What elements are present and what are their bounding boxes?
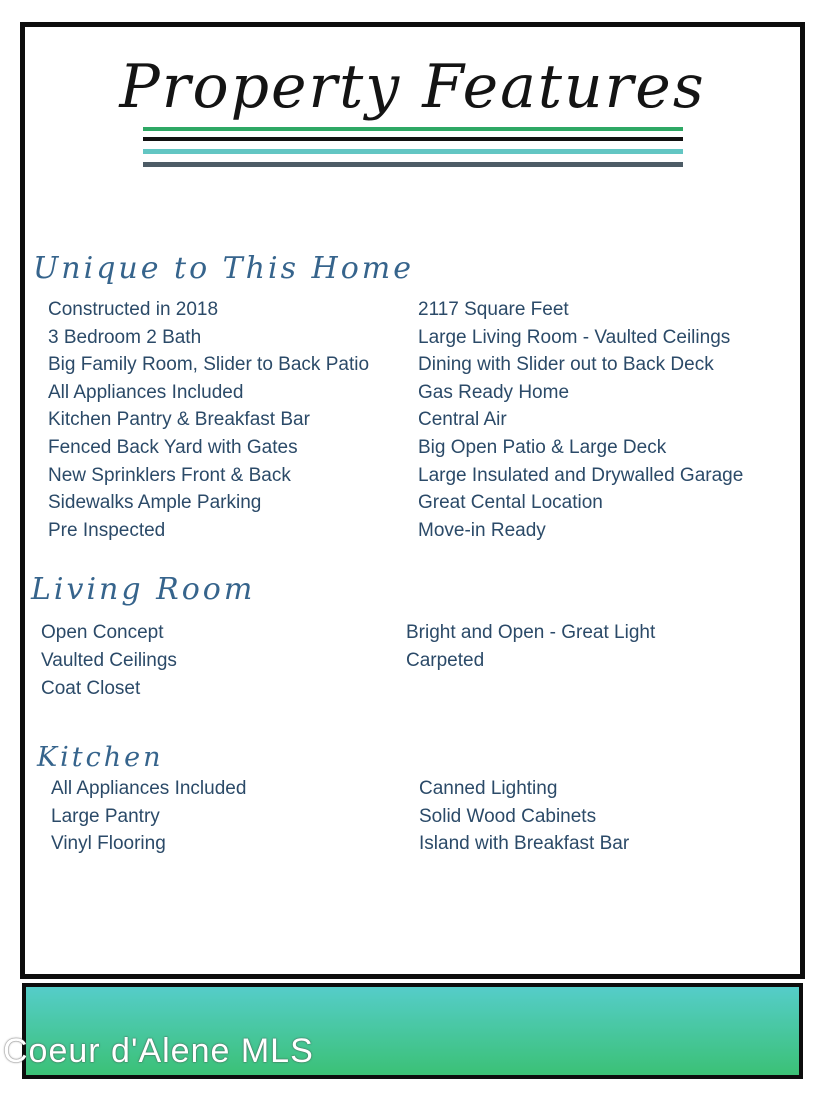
feature-item: Pre Inspected xyxy=(48,519,166,541)
feature-item: Big Family Room, Slider to Back Patio xyxy=(48,354,370,376)
feature-item: Gas Ready Home xyxy=(418,381,570,403)
feature-row xyxy=(25,462,800,490)
feature-item: 3 Bedroom 2 Bath xyxy=(48,326,202,348)
feature-item: Vaulted Ceilings xyxy=(41,649,177,671)
feature-item: All Appliances Included xyxy=(48,381,244,403)
feature-item: New Sprinklers Front & Back xyxy=(48,464,291,486)
feature-item: 2117 Square Feet xyxy=(418,299,569,320)
feature-row xyxy=(25,351,800,379)
feature-item: Carpeted xyxy=(406,649,485,671)
feature-row xyxy=(25,517,800,545)
feature-row xyxy=(25,379,800,407)
feature-item: Great Cental Location xyxy=(418,492,603,514)
feature-item: All Appliances Included xyxy=(51,778,247,800)
feature-item xyxy=(406,675,800,703)
feature-item: Sidewalks Ample Parking xyxy=(48,492,262,514)
feature-item: Large Insulated and Drywalled Garage xyxy=(418,464,744,486)
feature-item: Fenced Back Yard with Gates xyxy=(48,436,298,458)
feature-row xyxy=(25,775,800,803)
feature-item: Bright and Open - Great Light xyxy=(406,622,656,644)
section-heading-unique: Unique to This Home xyxy=(33,251,414,286)
underline-black-rule xyxy=(143,137,683,141)
section-unique-to-this-home xyxy=(25,251,800,544)
underline-green-rule xyxy=(143,127,683,131)
section-heading-living-room: Living Room xyxy=(31,572,256,608)
feature-item: Central Air xyxy=(418,409,507,431)
underline-slate-rule xyxy=(143,162,683,167)
footer-watermark: Coeur d'Alene MLS xyxy=(3,1032,314,1070)
title-underline xyxy=(143,127,683,167)
feature-row xyxy=(25,675,800,703)
feature-row xyxy=(25,296,800,324)
feature-row xyxy=(25,619,800,647)
underline-teal-rule xyxy=(143,149,683,154)
feature-row xyxy=(25,324,800,352)
page-title: Property Features xyxy=(119,52,706,122)
feature-item: Canned Lighting xyxy=(419,778,558,800)
feature-item: Dining with Slider out to Back Deck xyxy=(418,354,714,376)
feature-rows-living-room xyxy=(25,619,800,702)
feature-item: Big Open Patio & Large Deck xyxy=(418,436,667,458)
feature-item: Large Living Room - Vaulted Ceilings xyxy=(418,326,731,348)
feature-item: Vinyl Flooring xyxy=(51,833,166,855)
feature-item: Move-in Ready xyxy=(418,519,546,541)
section-kitchen xyxy=(25,742,800,858)
feature-row xyxy=(25,489,800,517)
feature-rows-kitchen xyxy=(25,775,800,858)
feature-row xyxy=(25,830,800,858)
section-heading-kitchen: Kitchen xyxy=(37,742,164,774)
page-frame xyxy=(20,22,805,979)
feature-item: Constructed in 2018 xyxy=(48,299,219,320)
feature-item: Island with Breakfast Bar xyxy=(419,833,630,855)
feature-item: Solid Wood Cabinets xyxy=(419,805,597,827)
feature-row xyxy=(25,803,800,831)
feature-item: Kitchen Pantry & Breakfast Bar xyxy=(48,409,310,431)
feature-row xyxy=(25,647,800,675)
feature-rows-unique xyxy=(25,296,800,544)
feature-item: Large Pantry xyxy=(51,805,160,827)
feature-row xyxy=(25,434,800,462)
feature-item: Coat Closet xyxy=(41,677,141,699)
feature-item: Open Concept xyxy=(41,622,164,644)
feature-row xyxy=(25,406,800,434)
section-living-room xyxy=(25,572,800,702)
